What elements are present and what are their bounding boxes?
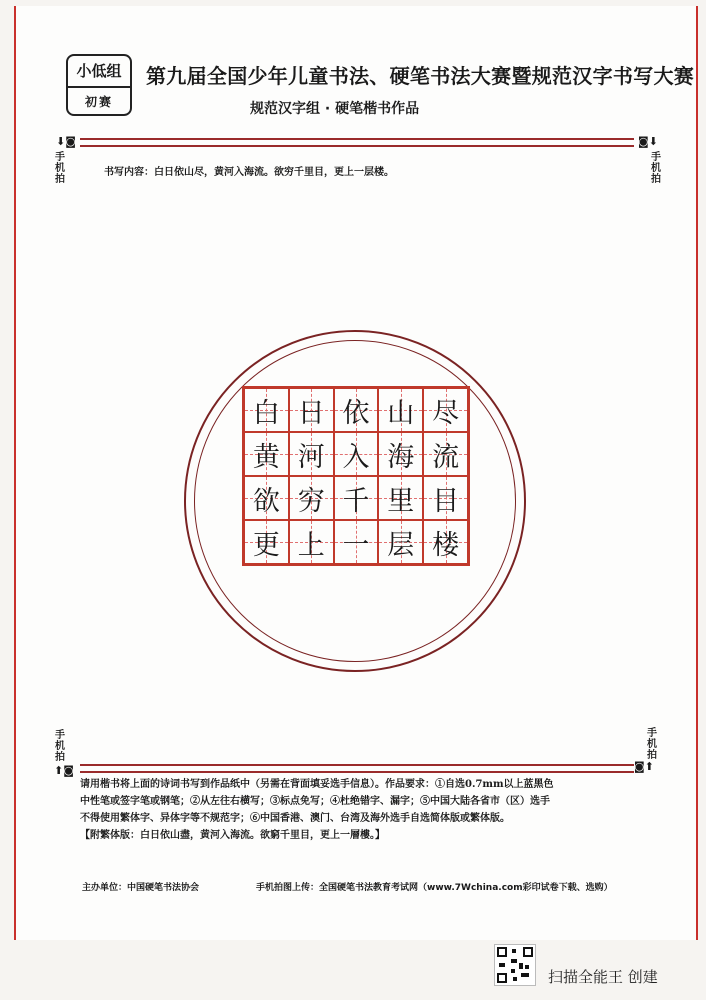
grid-char: 一	[342, 529, 370, 561]
group-badge	[66, 54, 132, 116]
top-divider	[80, 138, 634, 147]
grid-cell	[378, 388, 423, 432]
grid-cell	[289, 388, 334, 432]
requirements-block	[80, 776, 640, 844]
upload-instructions: 手机拍图上传：全国硬笔书法教育考试网（www.7Wchina.com彩印试卷下载、选购）	[256, 883, 613, 893]
grid-cell	[423, 476, 468, 520]
grid-cell	[423, 432, 468, 476]
grid-cell	[334, 520, 379, 564]
grid-char: 千	[342, 485, 370, 517]
grid-char: 依	[342, 397, 370, 429]
camera-marker-bottom-left: ⬆◙	[54, 764, 74, 777]
grid-cell	[334, 432, 379, 476]
page-title: 第九届全国少年儿童书法、硬笔书法大赛暨规范汉字书写大赛	[146, 64, 695, 88]
grid-cell	[378, 432, 423, 476]
grid-cell	[289, 476, 334, 520]
grid-cell	[334, 476, 379, 520]
grid-cell	[244, 520, 289, 564]
grid-char: 上	[297, 529, 325, 561]
grid-char: 白	[252, 397, 280, 429]
writing-grid	[242, 386, 470, 566]
scanner-watermark: 扫描全能王 创建	[548, 968, 658, 986]
grid-cell	[378, 520, 423, 564]
grid-char: 层	[387, 529, 415, 561]
badge-group-label: 小低组	[68, 56, 130, 88]
grid-char: 欲	[252, 485, 280, 517]
grid-cell	[378, 476, 423, 520]
side-label-top-left: 手机拍	[55, 152, 65, 185]
requirements-line-2: 中性笔或签字笔或钢笔；②从左往右横写；③标点免写；④杜绝错字、漏字；⑤中国大陆各省市（区）选手	[80, 796, 550, 807]
grid-char: 楼	[432, 529, 460, 561]
grid-cell	[289, 520, 334, 564]
grid-char: 尽	[432, 397, 460, 429]
bottom-divider	[80, 764, 634, 773]
grid-char: 黄	[252, 441, 280, 473]
organizer-text: 主办单位：中国硬笔书法协会	[82, 883, 200, 893]
grid-cell	[334, 388, 379, 432]
grid-char: 流	[432, 441, 460, 473]
side-label-bottom-right: 手机拍	[647, 728, 657, 761]
grid-cell	[244, 432, 289, 476]
side-label-bottom-left: 手机拍	[55, 730, 65, 763]
camera-marker-bottom-right: ◙⬆	[634, 760, 654, 773]
grid-char: 更	[252, 529, 280, 561]
grid-char: 河	[297, 441, 325, 473]
page-subtitle: 规范汉字组 · 硬笔楷书作品	[250, 101, 420, 117]
grid-cell	[289, 432, 334, 476]
qr-code-icon	[494, 944, 536, 986]
traditional-version-line: 【附繁体版：白日依山盡，黄河入海流。欲窮千里目，更上一層樓。】	[80, 830, 385, 841]
grid-char: 里	[387, 485, 415, 517]
badge-round-label: 初赛	[84, 95, 113, 109]
grid-char: 日	[297, 397, 325, 429]
grid-char: 山	[387, 397, 415, 429]
writing-content: 书写内容：白日依山尽，黄河入海流。欲穷千里目，更上一层楼。	[104, 167, 394, 178]
requirements-line-1: 请用楷书将上面的诗词书写到作品纸中（另需在背面填妥选手信息）。作品要求：①自选0.7mm以上蓝黑色	[80, 779, 554, 790]
requirements-line-3: 不得使用繁体字、异体字等不规范字；⑥中国香港、澳门、台湾及海外选手自选简体版或繁体版。	[80, 813, 510, 824]
grid-char: 入	[342, 441, 370, 473]
grid-cell	[244, 476, 289, 520]
grid-char: 海	[387, 441, 415, 473]
grid-cell	[423, 520, 468, 564]
grid-cell	[423, 388, 468, 432]
grid-char: 目	[432, 485, 460, 517]
grid-char: 穷	[297, 485, 325, 517]
grid-cell	[244, 388, 289, 432]
camera-marker-top-left: ⬇◙	[56, 135, 76, 148]
camera-marker-top-right: ◙⬇	[638, 135, 658, 148]
side-label-top-right: 手机拍	[651, 152, 661, 185]
